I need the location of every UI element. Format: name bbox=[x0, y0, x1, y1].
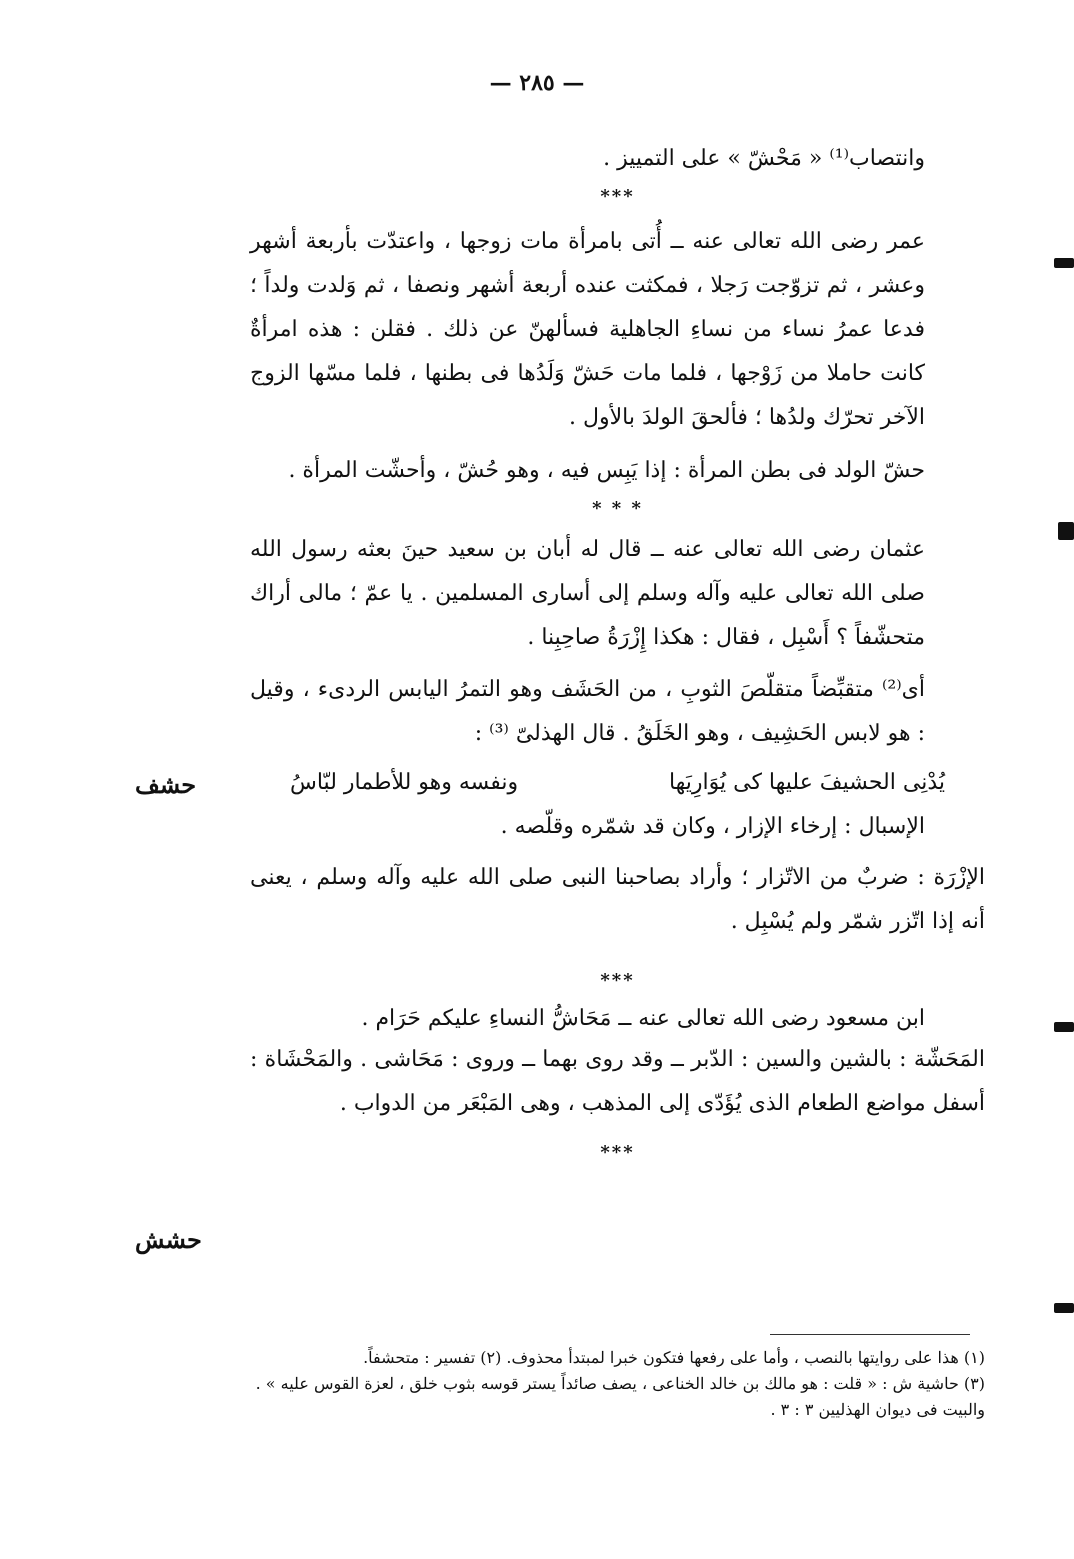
paragraph-tamyiz: وانتصاب⁽¹⁾ « مَحْشّ » على التمييز . bbox=[603, 146, 925, 171]
paragraph-mahasha: المَحَشّة : بالشين والسين : الدّبر ــ وقد روى بهما ــ وروى : مَحَاشى . والمَحْشَاة : أسفل مواضع الطعام الذى يُؤَدّى إلى المذهب ، وهى المَبْعَر من الدواب . bbox=[250, 1047, 985, 1116]
margin-note-hashaf: حشف bbox=[135, 770, 197, 799]
edge-marker bbox=[1058, 522, 1074, 540]
footnote-3: (٣) حاشية ش : « قلت : هو مالك بن خالد الخناعى ، يصف صائداً يستر قوسه بثوب خلق ، لعزة القوس عليه » . bbox=[255, 1374, 985, 1393]
edge-marker bbox=[1054, 1022, 1074, 1032]
paragraph-umar: عمر رضى الله تعالى عنه ــ أُتى بامرأة مات زوجها ، واعتدّت بأربعة أشهر وعشر ، ثم تزوّجت رَجلا ، فمكثت عنده أربعة أشهر ونصفا ، ثم وَلدت ولداً ؛ فدعا عمرُ نساء من نساءِ الجاهلية فسألهنّ عن ذلك . فقلن : هذه امرأةٌ كانت حاملا من زَوْجها ، فلما مات حَشّ وَلَدُها فى بطنها ، فلما مسّها الزوج الآخر تحرّك ولدُها ؛ فألحقَ الولدَ بالأول . bbox=[250, 229, 925, 430]
separator-stars: *** bbox=[600, 1142, 635, 1163]
footnote-1-2: (١) هذا على روايتها بالنصب ، وأما على رفعها فتكون خبرا لمبتدأ محذوف. (٢) تفسير : متحشفاً. bbox=[363, 1348, 985, 1367]
page-number: — ٢٨٥ — bbox=[489, 70, 585, 96]
verse-first-hemistich: يُدْنِى الحشيفَ عليها كى يُوَارِيَها bbox=[668, 770, 945, 795]
footnote-rule bbox=[770, 1334, 970, 1335]
paragraph-izra: الإزْرَة : ضربٌ من الاتّزار ؛ وأراد بصاحبنا النبى صلى الله عليه وآله وسلم ، يعنى أنه إذا اتّزر شمّر ولم يُسْبِل . bbox=[250, 865, 985, 934]
separator-stars: *** bbox=[600, 186, 635, 207]
separator-stars: *** bbox=[600, 970, 635, 991]
margin-note-hashash: حشش bbox=[135, 1225, 202, 1254]
paragraph-isbal: الإسبال : إرخاء الإزار ، وكان قد شمّره وقلّصه . bbox=[500, 814, 925, 839]
separator-stars: * * * bbox=[592, 498, 643, 519]
edge-marker bbox=[1054, 1303, 1074, 1313]
footnote-source: والبيت فى ديوان الهذليين ٣ : ٣ . bbox=[770, 1400, 985, 1419]
paragraph-uthman: عثمان رضى الله تعالى عنه ــ قال له أبان بن سعيد حينَ بعثه رسول الله صلى الله تعالى عليه وآله وسلم إلى أسارى المسلمين . يا عمّ ؛ مالى أراك متحشّفاً ؟ أَسْبِل ، فقال : هكذا إِزْرَةُ صاحِبِنا . bbox=[250, 537, 925, 650]
footnotes bbox=[230, 1345, 985, 1423]
paragraph-ibn-masud: ابن مسعود رضى الله تعالى عنه ــ مَحَاشُّ النساءِ عليكم حَرَام . bbox=[361, 1006, 925, 1031]
edge-marker bbox=[1054, 258, 1074, 268]
paragraph-hashaf-explanation: أى⁽²⁾ متقبِّضاً متقلّصَ الثوبِ ، من الحَشَف وهو التمرُ اليابس الردىء ، وقيل : هو لابس الحَشِيف ، وهو الخَلَقُ . قال الهذلىّ ⁽³⁾ : bbox=[250, 677, 925, 746]
main-text bbox=[250, 140, 985, 1172]
paragraph-hash-definition: حشّ الولد فى بطن المرأة : إذا يَبِس فيه ، وهو حُشّ ، وأحشّت المرأة . bbox=[288, 458, 925, 483]
verse-second-hemistich: ونفسه وهو للأطمار لبّاسُ bbox=[290, 770, 519, 795]
poetry-verse bbox=[250, 764, 985, 802]
